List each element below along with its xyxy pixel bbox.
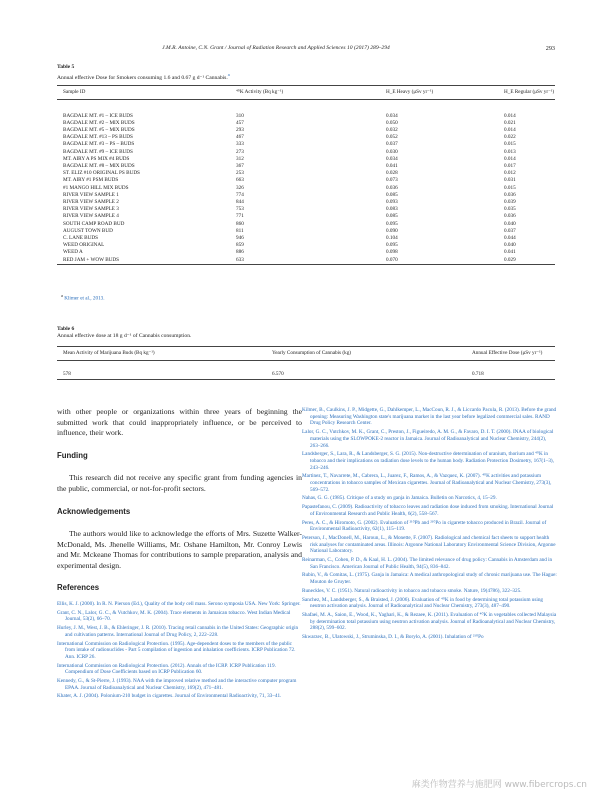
table5-cell: 0.015 [504, 141, 516, 148]
table5-cell: 0.030 [386, 148, 398, 155]
table5-cell: 310 [236, 112, 244, 119]
table6-cell: 0.718 [472, 370, 484, 377]
table5-header-cell: Sample ID [63, 89, 86, 95]
table5-row [57, 120, 555, 127]
table5-cell: 0.050 [386, 119, 398, 126]
table5-cell: 0.022 [504, 134, 516, 141]
table5-body [57, 99, 555, 264]
intro-paragraph: with other people or organizations within three years of beginning the submitted work that could inappropriately influence, or be perceived to influence, their work. [57, 407, 302, 437]
table5-cell: #1 MANGO HILL MIX BUDS [63, 184, 129, 191]
reference-item[interactable]: International Commission on Radiological Protection. (1995). Age-dependent doses to the members of the public from intake of radionuclides - Part 5 compilation of ingestion and inhalation coefficients. ICRP Publication 72. Ann. ICRP 26. [57, 640, 296, 660]
table5-cell: 0.014 [504, 155, 516, 162]
references-heading: References [57, 583, 100, 592]
table5-cell: 0.052 [386, 134, 398, 141]
table5-row [57, 228, 555, 235]
table5-cell: 467 [236, 134, 244, 141]
table6-header-cell: Yearly Consumption of Cannabis (kg) [272, 350, 352, 356]
table5-cell: C. LANE BUDS [63, 234, 99, 241]
table5-cell: WEED A [63, 249, 83, 256]
table5-cell: 0.034 [386, 155, 398, 162]
reference-item[interactable]: Reinarman, C., Cohen, P. D., & Kaal, H. L. (2004). The limited relevance of drug policy: Cannabis in Amsterdam and in San Francisco. American Journal of Public Health, 94(5), 836–842. [302, 557, 553, 570]
table5-cell: 0.036 [504, 213, 516, 220]
table5-footnote [61, 293, 105, 302]
table6-header-cell: Mean Activity of Marijuana Buds (Bq kg⁻¹) [63, 350, 155, 356]
reference-item[interactable]: Peterson, J., MacDonell, M., Haroun, L., & Monette, F. (2007). Radiological and chemical fact sheets to support health risk analyses for contaminated areas. Illinois: Argonne National Laboratory Environmental Science Division, Argonne National Laboratory. [302, 534, 556, 555]
table5-row [57, 199, 555, 206]
table5-cell: MT. AIRY #1 PSM BUDS [63, 177, 119, 184]
reference-item[interactable]: Kennedy, G., & St-Pierre, J. (1993). NAA with the improved relative method and the interactive computer program EPAA. Journal of Radioanalytical and Nuclear Chemistry, 169(2), 471–481. [57, 678, 297, 691]
table5-row [57, 249, 555, 256]
running-head: J.M.R. Antoine, C.N. Grant / Journal of Radiation Research and Applied Sciences 10 (2017) 289–294 [162, 45, 390, 51]
table5-row [57, 235, 555, 242]
table6-header-row [57, 347, 555, 361]
table5-cell: 253 [236, 170, 244, 177]
table5-header-cell: H_E Heavy (μSv yr⁻¹) [386, 89, 434, 95]
page-header [57, 45, 555, 57]
table5-cell: BAGDALE MT. #8 – MIX BUDS [63, 162, 135, 169]
references-left [57, 601, 302, 702]
table6-cell: 6.570 [272, 370, 284, 377]
ack-paragraph: The authors would like to acknowledge the efforts of Mrs. Suzette Walker-McDonald, Ms. Jhenelle Williams, Mr. Oshane Hamilton, Mr. Conroy Lewis and Mr. Mckeane Thomas for contributions to sample preparation, analysis and experimental design. [57, 529, 302, 570]
table5-cell: 886 [236, 249, 244, 256]
reference-item[interactable]: Shafaei, M. A., Saion, E., Wood, K., Yaghari, K., & Rezaee, K. (2011). Evaluation of ⁴⁰K in vegetables collected Malaysia by determination total potassium using neutron activation analysis. Journal of Radioanalytical and Nuclear Chemistry, 288(2), 599–602. [302, 611, 557, 632]
table6-cell: 578 [63, 370, 71, 377]
table5-row [57, 185, 555, 192]
table5-cell: AUGUST TOWN BUD [63, 227, 113, 234]
ack-heading: Acknowledgements [57, 507, 131, 516]
table5-row [57, 127, 555, 134]
table5-cell: 0.041 [386, 162, 398, 169]
table5-cell: MT. AIRY A PS MIX #4 BUDS [63, 155, 130, 162]
table5-cell: BAGDALE MT. #1 – ICE BUDS [63, 112, 133, 119]
table6-caption-text: Annual effective dose at 18 g d⁻¹ of Cannabis consumption. [57, 333, 192, 339]
table5-cell: 0.104 [386, 234, 398, 241]
table5-header-cell: ⁴⁰K Activity (Bq kg⁻¹) [236, 89, 284, 95]
reference-item[interactable]: Papastefanou, C. (2009). Radioactivity of tobacco leaves and radiation dose induced from smoking. International Journal of Environmental Research and Public Health, 6(2), 558–567. [302, 504, 554, 517]
funding-paragraph: This research did not receive any specific grant from funding agencies in the public, commercial, or not-for-profit sectors. [57, 473, 302, 493]
table5-cell: BAGDALE MT. #3 – PS – BUDS [63, 141, 135, 148]
table5-header-cell: H_E Regular (μSv yr⁻¹) [504, 89, 555, 95]
table5-cell: 811 [236, 227, 244, 234]
table5-cell: 0.029 [504, 256, 516, 263]
table5-row [57, 99, 555, 120]
table6-header-cell: Annual Effective Dose (μSv yr⁻¹) [472, 350, 543, 356]
table5-cell: 0.070 [386, 256, 398, 263]
table5-row [57, 163, 555, 170]
table5-row [57, 221, 555, 228]
table5-cell: 367 [236, 162, 244, 169]
table6 [57, 346, 555, 380]
table5 [57, 85, 555, 265]
table5-row [57, 206, 555, 213]
table5-cell: 0.095 [386, 220, 398, 227]
table5-cell: 0.095 [386, 242, 398, 249]
table5-cell: 860 [236, 220, 244, 227]
table5-row [57, 257, 555, 265]
table5-cell: 0.036 [504, 191, 516, 198]
table5-cell: 771 [236, 213, 244, 220]
table5-cell: 774 [236, 191, 244, 198]
table5-cell: 753 [236, 206, 244, 213]
reference-item[interactable]: Khater, A. J. (2004). Polonium-210 budget in cigarettes. Journal of Environmental Radioactivity, 71, 33–41. [57, 693, 282, 700]
table5-row [57, 134, 555, 141]
table5-cell: 0.014 [504, 112, 516, 119]
table5-cell: 0.034 [386, 112, 398, 119]
table5-cell: 946 [236, 234, 244, 241]
reference-item[interactable]: Peres, A. C., & Hiromoto, G. (2002). Evaluation of ²¹⁰Pb and ²¹⁰Po in cigarette tobacco produced in Brazil. Journal of Environmental Radioactivity, 62(1), 115–119. [302, 519, 547, 533]
table5-cell: 0.093 [386, 198, 398, 205]
table5-cell: BAGDALE MT. #13 – PS BUDS [63, 134, 133, 141]
table5-cell: RIVER VIEW SAMPLE 4 [63, 213, 119, 220]
table5-row [57, 177, 555, 184]
table5-cell: 0.040 [504, 242, 516, 249]
table5-cell: WEED ORIGINAL [63, 242, 105, 249]
table5-row [57, 242, 555, 249]
table5-row [57, 170, 555, 177]
table5-cell: 0.028 [386, 170, 398, 177]
table5-row [57, 149, 555, 156]
table5-cell: BAGDALE MT. #2 – MIX BUDS [63, 119, 135, 126]
watermark: 麻类作物营养与施肥网 www.fibercrops.cn [411, 780, 587, 790]
table5-cell: 0.035 [504, 206, 516, 213]
table5-caption [57, 64, 230, 82]
table5-cell: 859 [236, 242, 244, 249]
references-section [57, 583, 302, 594]
table5-label: Table 5 [57, 64, 75, 70]
table5-cell: 0.012 [504, 170, 516, 177]
footnote-mark: a [61, 293, 63, 298]
reference-item[interactable]: Runeckles, V. C. (1951). Natural radioactivity in tobacco and tobacco smoke. Nature, 19(4786), 322–325. [302, 587, 522, 594]
table5-cell: 326 [236, 184, 244, 191]
references-right [302, 407, 557, 643]
table5-cell: 0.013 [504, 148, 516, 155]
reference-item[interactable]: Ellis, K. J. (2000). In R. N. Pierson (Ed.), Quality of the body cell mass. Serono symposia USA. New York: Springer. [57, 601, 301, 607]
footnote-link[interactable]: Klimer et al., 2013. [64, 295, 105, 302]
table5-cell: 0.039 [504, 198, 516, 205]
reference-item[interactable]: International Commission on Radiological Protection. (2012). Annals of the ICRP. ICRP Publication 119. Compendium of Dose Coefficients based on ICRP Publication 60. [57, 662, 276, 676]
table5-cell: 333 [236, 141, 244, 148]
funding-section [57, 451, 302, 462]
ack-body [57, 529, 302, 571]
table5-cell: 0.017 [504, 162, 516, 169]
table5-row [57, 156, 555, 163]
table5-cell: 0.037 [386, 141, 398, 148]
table5-cell: RIVER VIEW SAMPLE 1 [63, 191, 119, 198]
funding-heading: Funding [57, 451, 88, 460]
table5-cell: RIVER VIEW SAMPLE 3 [63, 206, 119, 213]
table5-cell: ST. ELIZ #10 ORIGINAL PS BUDS [63, 170, 140, 177]
table5-cell: 0.073 [386, 177, 398, 184]
ack-section [57, 507, 302, 518]
reference-item[interactable]: Nahas, G. G. (1985). Critique of a study on ganja in Jamaica. Bulletin on Narcotics, 4, 15–29. [302, 495, 497, 502]
table5-caption-text: Annual effective Dose for Smokers consuming 1.6 and 0.67 g d⁻¹ Cannabis. [57, 74, 228, 81]
table5-cell: 0.021 [504, 119, 516, 126]
table5-cell: BAGDALE MT. #5 – MIX BUDS [63, 126, 135, 133]
table5-cell: 0.083 [386, 206, 398, 213]
reference-item[interactable]: Lalor, G. C., Vutchkov, M. K., Grant, C., Preston, J., Figueiredo, A. M. G., & Favaro, D. I. T. (2000). INAA of biological materials using the SLOWPOKE-2 reactor in Jamaica. Journal of Radioanalytical and Nuclear Chemistry, 244(2), 263–266. [302, 429, 554, 449]
reference-item[interactable]: Skwarzec, B., Ulatowski, J., Struminska, D. I., & Borylo, A. (2001). Inhalation of ²¹⁰Po [302, 634, 484, 641]
table5-cell: 0.015 [504, 184, 516, 191]
table5-cell: 0.037 [504, 227, 516, 234]
table5-cell: 0.044 [504, 234, 516, 241]
table5-cell: RED JAM + WOW BUDS [63, 256, 120, 263]
table5-cell: 0.032 [386, 126, 398, 133]
table5-caption-ref[interactable]: a [227, 72, 230, 77]
table5-cell: 0.031 [504, 177, 516, 184]
table6-row [57, 360, 555, 379]
table5-row [57, 213, 555, 220]
table5-cell: SOUTH CAMP ROAD BUD [63, 220, 125, 227]
table5-header-row [57, 86, 555, 100]
table5-cell: 0.040 [504, 220, 516, 227]
table6-label: Table 6 [57, 326, 75, 332]
table5-row [57, 192, 555, 199]
table5-cell: 0.036 [386, 184, 398, 191]
table5-cell: 0.098 [386, 249, 398, 256]
table5-row [57, 141, 555, 148]
table5-cell: 273 [236, 148, 244, 155]
table5-cell: 663 [236, 177, 244, 184]
table5-cell: 0.014 [504, 126, 516, 133]
table5-cell: 0.041 [504, 249, 516, 256]
table5-cell: 293 [236, 126, 244, 133]
reference-item[interactable]: Rubin, V., & Comitas, L. (1975). Ganja in Jamaica: A medical anthropological study of chronic marijuana use. The Hague: Mouton de Gruyter. [302, 572, 557, 586]
left-column [57, 407, 302, 439]
reference-item[interactable]: Landsberger, S., Lara, R., & Landsberger, S. G. (2015). Non-destructive determination of uranium, thorium and ⁴⁰K in tobacco and their implications on radiation dose levels to the human body. Radiation Protection Dosimetry, 167(1–3), 243–246. [302, 451, 554, 471]
table5-cell: 0.085 [386, 191, 398, 198]
reference-item[interactable]: Hurley, J. M., West, J. B., & Ehleringer, J. R. (2010). Tracing retail cannabis in the United States: Geographic origin and cultivation patterns. International Journal of Drug Policy, 2, 222–228. [57, 625, 299, 638]
reference-item[interactable]: Sanchez, M., Landsberger, S., & Braisted, J. (2006). Evaluation of ⁴⁰K in food by determining total potassium using neutron activation analysis. Journal of Radioanalytical and Nuclear Chemistry, 273(3), 487–490. [302, 596, 544, 610]
table5-cell: 457 [236, 119, 244, 126]
funding-body [57, 473, 302, 494]
reference-item[interactable]: Grant, C. N., Lalor, G. C., & Vutchkov, M. K. (2004). Trace elements in Jamaican tobacco. West Indian Medical Journal, 53(2), 66–70. [57, 609, 291, 623]
table5-cell: BAGDALE MT. #9 – ICE BUDS [63, 148, 133, 155]
table5-cell: 844 [236, 198, 244, 205]
table5-cell: 0.090 [386, 227, 398, 234]
table5-cell: 0.085 [386, 213, 398, 220]
table5-cell: 312 [236, 155, 244, 162]
table5-cell: RIVER VIEW SAMPLE 2 [63, 198, 119, 205]
table6-caption [57, 326, 191, 340]
reference-item[interactable]: Kilmer, B., Caulkins, J. P., Midgette, G., Dahlkemper, L., MacCoun, R. J., & Liccardo Pacula, R. (2013). Before the grand opening: Measuring Washington state's marijuana market in the last year before legalized commercial sales. RAND Drug Policy Research Center. [302, 407, 557, 427]
page-number: 293 [545, 45, 555, 52]
reference-item[interactable]: Martinez, T., Navarrete, M., Cabrera, L., Juarez, F., Ramos, A., & Vazquez, K. (2007). ⁴⁰K activities and potassium concentrations in tobacco samples of Mexican cigarettes. Journal of Radioanalytical and Nuclear Chemistry, 273(3), 569–572. [302, 473, 552, 493]
table5-cell: 633 [236, 256, 244, 263]
